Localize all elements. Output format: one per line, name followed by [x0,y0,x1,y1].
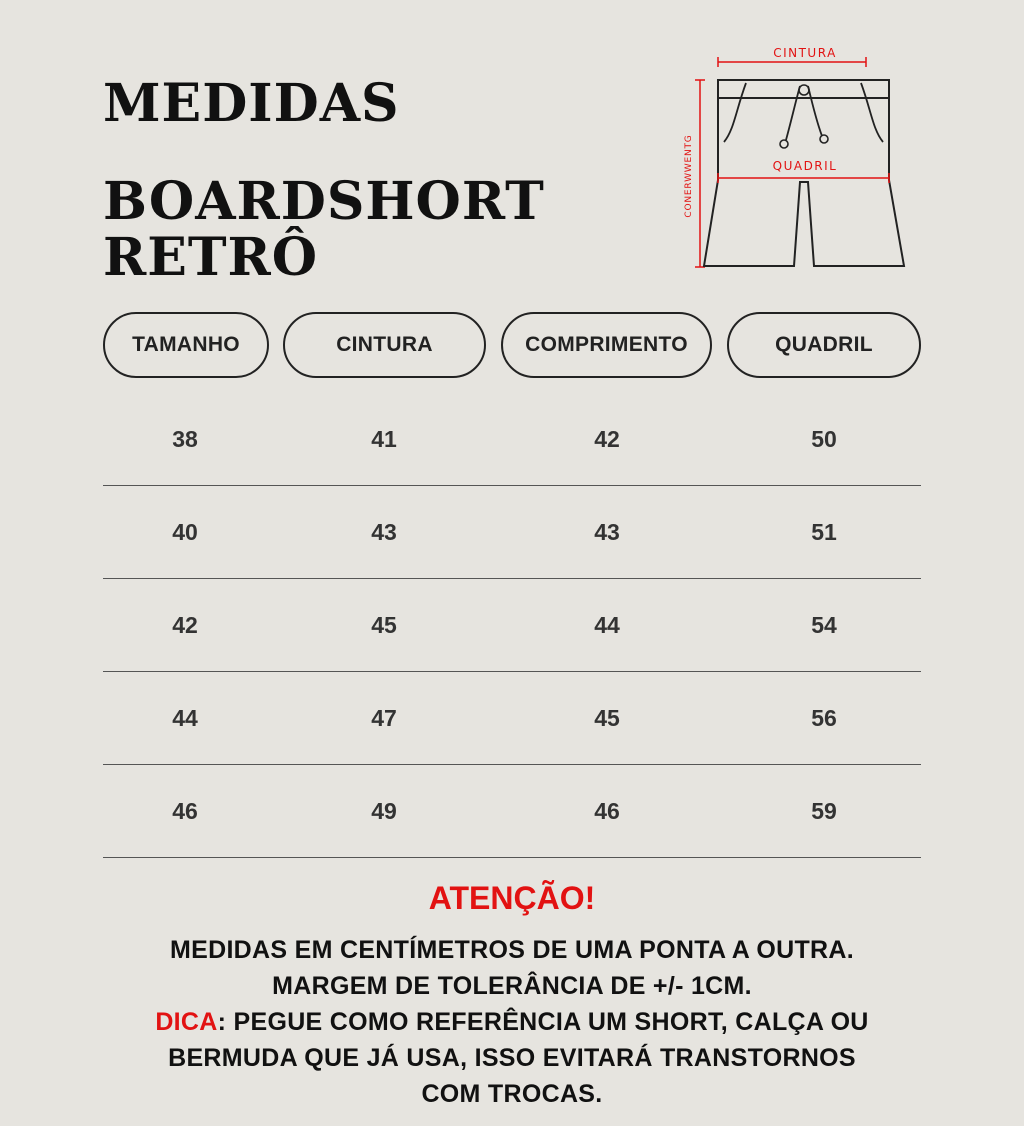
cell-waist: 41 [371,426,397,452]
cell-size: 44 [172,705,198,731]
product-name-line2: RETRÔ [103,227,319,288]
cell-size: 42 [172,612,198,638]
notice-line-tip-end: COM TROCAS. [421,1080,603,1108]
cell-hip: 54 [811,612,837,638]
product-name-line1: BOARDSHORT [103,171,545,232]
table-row [103,765,921,858]
cell-length: 46 [594,798,620,824]
header-hip: QUADRIL [727,312,921,378]
shorts-measurement-diagram [676,40,916,280]
cell-hip: 59 [811,798,837,824]
cell-length: 42 [594,426,620,452]
notice-section [0,876,1024,1112]
notice-heading: ATENÇÃO! [428,880,596,916]
cell-hip: 56 [811,705,837,731]
notice-line-tolerance: MARGEM DE TOLERÂNCIA DE +/- 1CM. [272,972,752,1000]
cell-waist: 43 [371,519,397,545]
cell-hip: 50 [811,426,837,452]
page-title: MEDIDAS [103,73,400,134]
header-waist: CINTURA [283,312,486,378]
table-row [103,486,921,579]
tip-label: DICA [155,1008,218,1036]
cell-length: 45 [594,705,620,731]
cell-size: 40 [172,519,198,545]
hip-label: QUADRIL [772,159,838,173]
table-row [103,672,921,765]
cell-length: 43 [594,519,620,545]
header-size: TAMANHO [103,312,269,378]
cell-size: 38 [172,426,198,452]
notice-line-units: MEDIDAS EM CENTÍMETROS DE UMA PONTA A OUTRA. [169,936,855,964]
table-header [0,312,1024,382]
table-row [103,393,921,486]
cell-size: 46 [172,798,198,824]
length-label: CONERWWENTG [684,134,694,218]
cell-waist: 49 [371,798,397,824]
notice-line-tip [0,1004,1024,1040]
cell-waist: 47 [371,705,397,731]
waist-label: CINTURA [773,46,837,60]
size-table [103,393,921,858]
table-row [103,579,921,672]
tip-text: : PEGUE COMO REFERÊNCIA UM SHORT, CALÇA OU [217,1008,869,1036]
header-length: COMPRIMENTO [501,312,712,378]
notice-line-tip-cont: BERMUDA QUE JÁ USA, ISSO EVITARÁ TRANSTORNOS [168,1044,856,1072]
cell-hip: 51 [811,519,837,545]
cell-waist: 45 [371,612,397,638]
cell-length: 44 [594,612,620,638]
